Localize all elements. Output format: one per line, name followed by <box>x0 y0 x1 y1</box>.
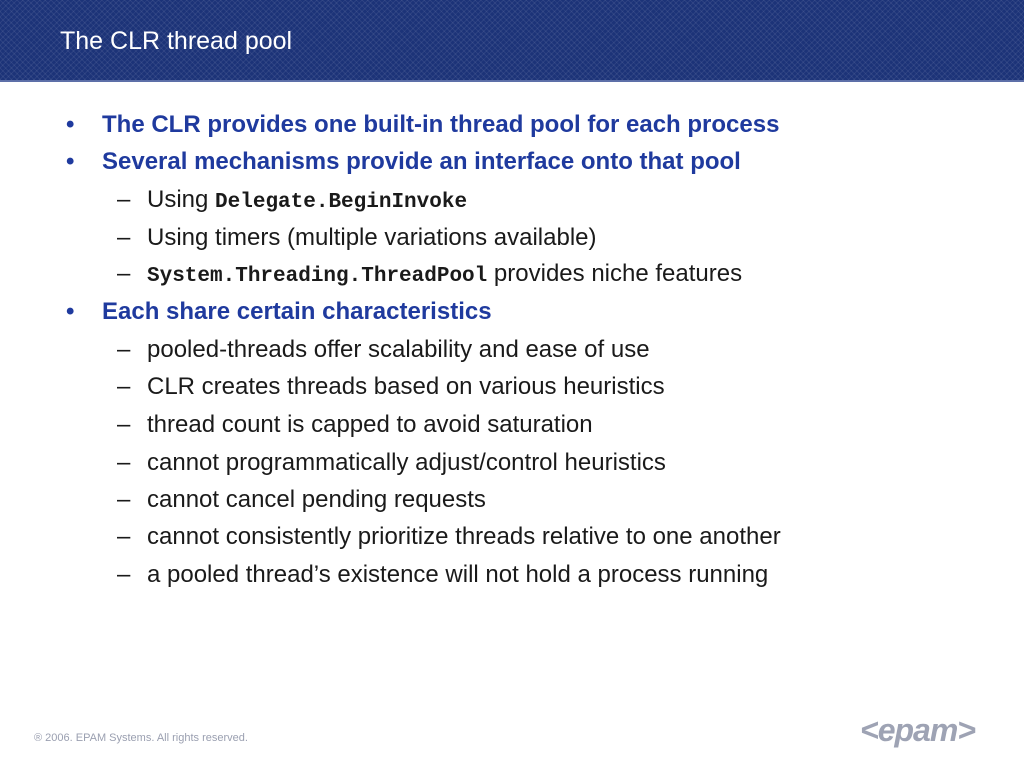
sub-item-text: Using timers (multiple variations available) <box>147 224 597 251</box>
dash-icon: – <box>117 336 131 363</box>
dash-icon: – <box>117 224 131 251</box>
dash-icon: – <box>117 561 131 588</box>
dash-icon: – <box>117 411 131 438</box>
dash-icon: – <box>117 186 131 213</box>
sub-item-suffix: provides niche features <box>487 260 743 287</box>
dash-icon: – <box>117 373 131 400</box>
slide-header <box>0 0 1024 82</box>
bullet-text: Several mechanisms provide an interface onto that pool <box>102 148 741 175</box>
dash-icon: – <box>117 260 131 287</box>
code-snippet: System.Threading.ThreadPool <box>147 265 488 288</box>
sub-item-text: cannot cancel pending requests <box>147 486 486 513</box>
epam-logo: <epam> <box>860 712 975 748</box>
sub-item-text: a pooled thread’s existence will not hold a process running <box>147 561 769 588</box>
sub-item-text: pooled-threads offer scalability and ease of use <box>147 336 650 363</box>
code-snippet: Delegate.BeginInvoke <box>215 191 468 214</box>
sub-item-text <box>147 185 467 218</box>
bullet-icon: • <box>66 298 75 325</box>
sub-item-prefix: Using <box>147 186 216 213</box>
sub-item-text: cannot consistently prioritize threads relative to one another <box>147 523 781 550</box>
dash-icon: – <box>117 449 131 476</box>
bullet-text: The CLR provides one built-in thread pool for each process <box>102 111 780 138</box>
sub-item-text: CLR creates threads based on various heuristics <box>147 373 665 400</box>
copyright-notice: ® 2006. EPAM Systems. All rights reserved. <box>34 732 248 744</box>
slide-title: The CLR thread pool <box>60 27 293 55</box>
sub-item-text <box>147 259 742 292</box>
dash-icon: – <box>117 486 131 513</box>
sub-item-text: cannot programmatically adjust/control heuristics <box>147 449 666 476</box>
bullet-icon: • <box>66 111 75 138</box>
sub-item-text: thread count is capped to avoid saturation <box>147 411 593 438</box>
bullet-text: Each share certain characteristics <box>102 298 492 325</box>
bullet-icon: • <box>66 148 75 175</box>
dash-icon: – <box>117 523 131 550</box>
